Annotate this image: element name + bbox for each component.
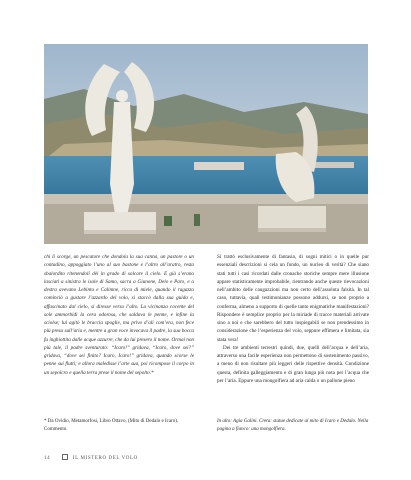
page-footer xyxy=(44,454,138,461)
page-number: 14 xyxy=(44,456,51,461)
right-column xyxy=(217,253,369,385)
body-paragraph-1: Si trattò esclusivamente di fantasia, di sogni mitici o in quelle pur essenziali descrizioni si cela un fondo, un nucleo di verità? Che siano stati tutti i casi ricordati dalle cronache storiche sempre mere illusione appare statisticamente improbabile, rientrando anche queste rievocazioni nell’ambito delle caugazzioni ma non certo dell’assoluta falsità. In tal caso, tuttavia, quali testimonianze possono addursi, se non proprio a conferma, almeno a supporto di quelle tanto enigmatiche manifestazioni? Rispondere è semplice proprio per la miriade di tracce materiali arrivate sino a noi e che sarebbero del tutto inspiegabili se non prendessimo in considerazione che l’esperienza del volo, seppure effimera e limitata, sia stata vera! xyxy=(217,254,369,343)
body-paragraph-2: Dei tre ambienti terrestri quindi, due, quelli dell’acqua e dell’aria, attraverso una facile esperienza non permettono di sostenimento passivo, a meno di non risultare più leggeri delle rispettive densità. Condizione questa, definita galleggiamento e di gran lunga più nota per l’acqua che per l’aria. Eppure una mongolfiera ad aria calda o un pallone pieno xyxy=(217,344,369,384)
photo-icarus-daedalus-statues xyxy=(44,44,368,244)
photo-caption: In alto: Agia Galini. Creta: statue dedicate al mito di Icaro e Dedalo. Nella pagina a fianco: una mongolfiera. xyxy=(217,419,369,432)
ovid-quotation: chi lì scorge, un pescatore che dondola la sua canna, un pastore o un contadino, appoggiato l’uno al suo bastone e l’altro all’aratro, resta sbalordito ritenendoli dèi in grado di solcare il cielo. E già s’erano lasciati a sinistra le isole di Samo, sacra a Giunone, Delo e Paro, e a destra avevano Lebinto e Calimne, ricca di miele, quando il ragazzo cominciò a gustare l’azzardo del volo, si staccò dalla sua guida e, affascinato dal cielo, si diresse verso l’alto. La vicinanza cocente del sole ammorbidì la cera odorosa, che saldava le penne, e infine la sciolse; lui agitò le braccia spoglie, ma privo d’ali com’era, non fece più presa sull’aria e, mentre a gran voce invocava il padre, la sua bocca fu inghiottita dalle acque azzurre, che da lui presero il nome. Ormai non più tale, il padre sventurato: “Icaro!” gridava, “Icaro, dove sei?” gridava, “dove sei finito? Icaro, Icaro!” gridava, quando scorse le penne sui flutti; e allora maledisse l’arte sua, poi ricompose il corpo in un sepolcro e quella terra prese il nome del sepolto.* xyxy=(44,254,194,376)
left-column xyxy=(44,253,194,377)
running-title: IL MISTERO DEL VOLO xyxy=(72,456,138,461)
publisher-logo-icon xyxy=(62,454,68,460)
source-footnote: * Da Ovidio, Metamorfosi, Libro Ottavo, (Mito di Dedalo e Icaro). Commento. xyxy=(44,419,179,432)
